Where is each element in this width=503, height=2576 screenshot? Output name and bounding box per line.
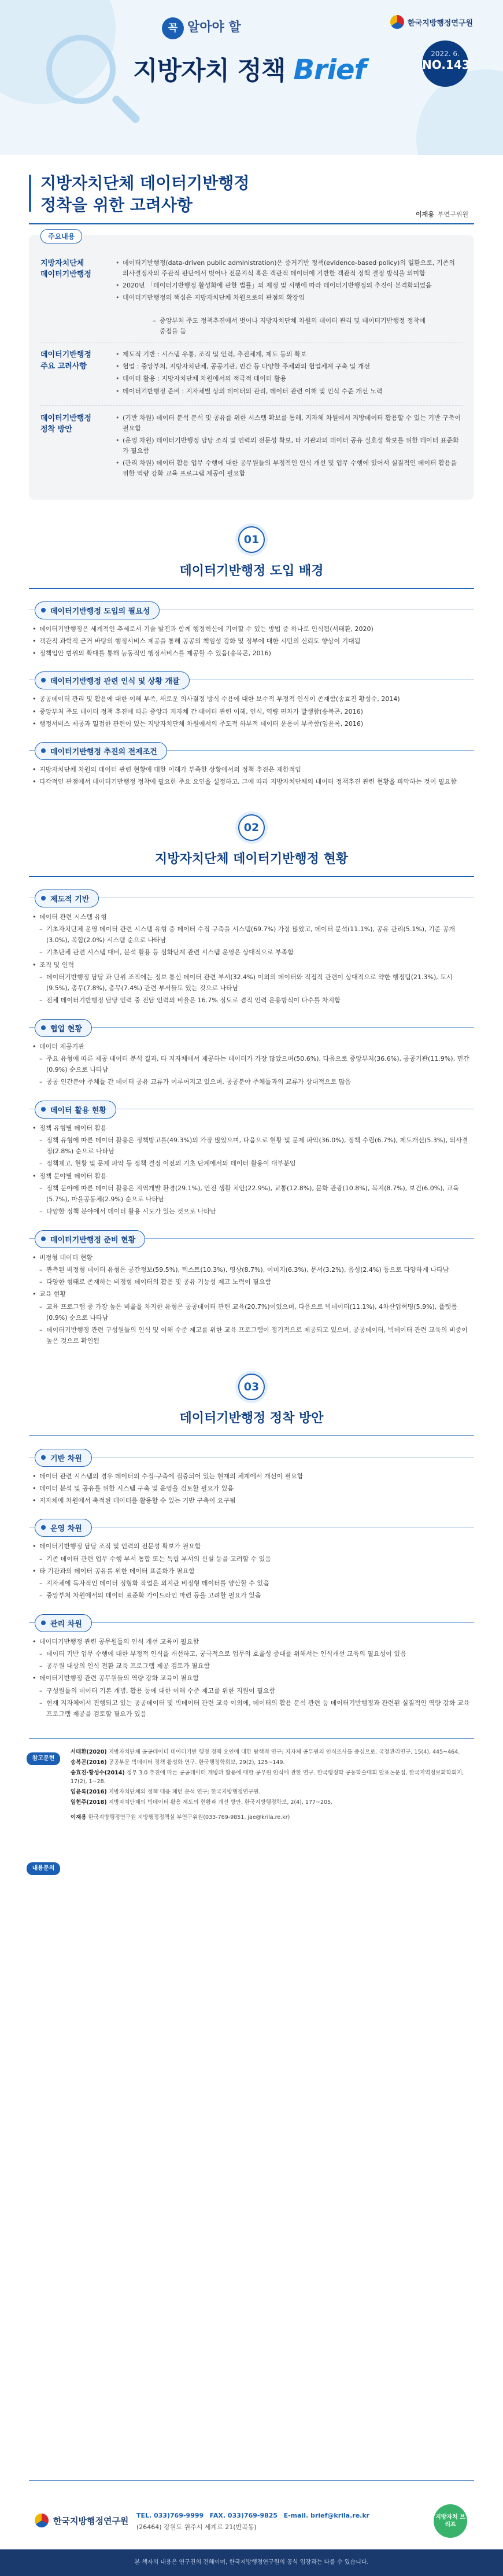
subsection-heading xyxy=(29,742,474,759)
bullet-text: • 타 기관과의 데이터 공유를 위한 데이터 표준화가 필요함 xyxy=(32,1566,471,1577)
section-title: 데이터기반행정 도입 배경 xyxy=(179,563,324,578)
author xyxy=(416,209,468,219)
issue-date: 2022. 6. xyxy=(431,50,460,58)
subsection-title: 데이터 활용 현황 xyxy=(35,1101,116,1119)
summary-row-label: 데이터기반행정 정착 방안 xyxy=(40,414,91,434)
decor-circle xyxy=(416,69,503,155)
bullet-text: – 기존 데이터 관련 업무 수행 부서 통합 또는 독립 부서의 신설 등을 고려할 수 있음 xyxy=(32,1553,471,1564)
bullet-text: – 다양한 형태로 존재하는 비정형 데이터의 활용 및 공유 기능성 제고 노력이 필요함 xyxy=(32,1276,471,1287)
footer-address: (26464) 강원도 원주시 세계로 21(반곡동) xyxy=(136,2523,257,2531)
section-divider xyxy=(29,876,474,877)
bullet-text: • 데이터기반행정 관련 공무원들의 역량 강화 교육이 필요함 xyxy=(32,1673,471,1684)
subsection-heading xyxy=(29,1019,474,1036)
summary-item: • 데이터기반행정의 핵심은 지방자치단체 차원으로의 관점의 확장임 xyxy=(116,293,463,303)
references xyxy=(29,1738,474,1872)
footer-brand-name: 한국지방행정연구원 xyxy=(53,2515,129,2526)
footer-contact xyxy=(136,2510,369,2533)
contact-name: 이재용 xyxy=(71,1814,87,1821)
bullet-text: • 교육 현황 xyxy=(32,1289,471,1300)
reference-item xyxy=(71,1758,474,1767)
summary-item: • 제도적 기반 : 시스템 유통, 조직 및 인력, 추진체계, 제도 등의 확보 xyxy=(116,349,463,360)
kicker-pill: 꼭 xyxy=(162,17,184,39)
summary-item: • 데이터 활용 : 지방자치단체 차원에서의 적극적 데이터 활용 xyxy=(116,374,463,384)
reference-text: 공공부문 빅데이터 정책 활성화 연구. 한국행정학회보, 29(2), 125~149. xyxy=(108,1759,285,1766)
subsection-body xyxy=(32,911,471,1006)
reference-item xyxy=(71,1798,474,1807)
author-name: 이재용 xyxy=(415,211,434,218)
references-tag: 참고문헌 xyxy=(27,1752,60,1765)
krila-logo-icon xyxy=(35,2514,49,2527)
footer-copyright: 본 책자의 내용은 연구진의 견해이며, 한국지방행정연구원의 공식 입장과는 다를 수 있습니다. xyxy=(0,2549,503,2576)
footer-tel: TEL. 033)769-9999 xyxy=(136,2512,204,2519)
bullet-text: – 기초자치단체 운영 데이터 관련 시스템 유형 중 데이터 수집 구축을 시스템(69.7%) 가장 많았고, 데이터 분석(11.1%), 공유 관리(5.1%), 기준 공개(3.0%), 복합(2.0%) 시스템 순으로 나타남 xyxy=(32,924,471,946)
summary-item: • (기반 차원) 데이터 분석 분석 및 공유를 위한 시스템 확보를 통해, 지자체 차원에서 지방데이터 활용할 수 있는 기반 구축이 필요함 xyxy=(116,413,463,434)
publication-title xyxy=(133,50,366,87)
reference-item xyxy=(71,1748,474,1757)
bullet-text: – 주요 유형에 따른 제공 데이터 분석 결과, 타 지자체에서 제공하는 데이터가 가장 많았으며(50.6%), 다음으로 중앙부처(36.6%), 공공기관(11.9%), 민간(0.9%) 순으로 나타남 xyxy=(32,1053,471,1076)
bullet-text: – 기초단체 관련 시스템 대비, 분석 활용 등 심화단계 관련 시스템 운영은 상대적으로 부족함 xyxy=(32,947,471,958)
issue-number: NO.143 xyxy=(422,58,470,72)
section-title: 데이터기반행정 정착 방안 xyxy=(179,1411,324,1426)
subsection-rule xyxy=(29,1622,474,1623)
bullet-text: • 데이터 제공기관 xyxy=(32,1041,471,1052)
footer-fax: FAX. 033)769-9825 xyxy=(209,2512,278,2519)
bullet-text: – 관측된 비정형 데이터 유형은 공간정보(59.5%), 텍스트(10.3%), 영상(8.7%), 이미지(6.3%), 문서(3.2%), 음성(2.4%) 등으로 다양하게 나타남 xyxy=(32,1264,471,1275)
article-title xyxy=(35,172,468,216)
bullet-text: – 정책 분야에 따른 데이터 활용은 지역개발 환경(29.1%), 안전 생활 치안(22.9%), 교통(12.8%), 문화 관광(10.8%), 복지(8.7%), 보건(6.0%), 교육(5.7%), 마을공동체(2.9%) 순으로 나타남 xyxy=(32,1183,471,1205)
bullet-text: – 정책제고, 현황 및 문제 파악 등 정책 결정 이전의 기초 단계에서의 데이터 활용이 대부분임 xyxy=(32,1158,471,1169)
summary-row-label: 지방자치단체 데이터기반행정 xyxy=(40,259,91,279)
reference-author: 서태환(2020) xyxy=(71,1749,107,1756)
bullet-text: • 데이터 관련 시스템 유형 xyxy=(32,911,471,922)
summary-box xyxy=(29,232,474,500)
bullet-text: – 지자체에 독자적인 데이터 정형화 작업은 외지관 비정형 데이터를 양산할 수 있음 xyxy=(32,1578,471,1589)
summary-item: • 데이터기반행정 준비 : 지자체별 상의 데이터의 관리, 데이터 관련 이해 및 인식 수준 개선 노력 xyxy=(116,386,463,397)
article-body xyxy=(0,526,503,1720)
reference-text: 정부 3.0 추진에 따른 공공데이터 개방과 활용에 대한 공무원 인식에 관한 연구. 한국행정학 공동학술대회 발표논문집, 한국지역정보화학회지, 17(2), 1~28. xyxy=(71,1769,464,1785)
masthead xyxy=(0,0,503,155)
subsection-title: 데이터기반행정 추진의 전제조건 xyxy=(35,742,167,760)
section-heading xyxy=(0,526,503,579)
bullet-text: – 공무원 대상의 인식 전환 교육 프로그램 제공 검토가 필요함 xyxy=(32,1660,471,1671)
bullet-text: • 정책입안 범위의 확대를 통해 능동적인 행정서비스를 제공할 수 있음(송복곤, 2016) xyxy=(32,648,471,659)
section-number: 01 xyxy=(238,526,265,553)
section-divider xyxy=(29,1435,474,1436)
summary-item: • 데이터기반행정(data-driven public administration)은 증거기반 정책(evidence-based policy)의 일환으로, 기존의 의사결정자의 주관적 판단에서 벗어나 전문지식 혹은 객관적 데이터에 기반한 객관적 정책 결정 방식을 의미함 xyxy=(116,258,463,279)
krila-logo-icon xyxy=(390,15,404,29)
reference-author: 임윤록(2016) xyxy=(71,1789,107,1795)
subsection-heading xyxy=(29,1614,474,1632)
bullet-text: • 조직 및 인력 xyxy=(32,959,471,970)
summary-row xyxy=(40,342,463,406)
title-main: 지방자치 정책 xyxy=(133,56,286,86)
reference-item xyxy=(71,1788,474,1797)
bullet-text: • 다각적인 관점에서 데이터기반행정 정착에 필요한 주요 요인을 설정하고, 그에 따라 지방자치단체의 데이터 정책추진 관련 현황을 파악하는 것이 필요함 xyxy=(32,776,471,787)
bullet-text: – 중앙부처 차원에서의 데이터 표준화 가이드라인 마련 등을 고려할 필요가 있음 xyxy=(32,1590,471,1601)
bullet-text: • 정책 분야별 데이터 활용 xyxy=(32,1171,471,1182)
bullet-text: • 지방자치단체 차원의 데이터 관련 현황에 대한 이해가 부족한 상황에서의 정책 추진은 제한적임 xyxy=(32,764,471,775)
subsection-body xyxy=(32,764,471,788)
contact-text: 한국지방행정연구원 지방행정정책실 부연구위원(033-769-9851, jae@krila.re.kr) xyxy=(88,1814,290,1821)
summary-item: • 협업 : 중앙부처, 지방자치단체, 공공기관, 민간 등 다양한 주체와의 협업체계 구축 및 개선 xyxy=(116,361,463,372)
section-heading xyxy=(0,814,503,867)
subsection-body xyxy=(32,1541,471,1601)
title-accent-bar xyxy=(29,175,31,212)
subsection-body xyxy=(32,1123,471,1217)
bullet-text: – 데이터기반행정 담당 과 단위 조직에는 정보 통신 데이터 관련 부서(32.4%) 이외의 데이터와 직접적 관련이 상대적으로 약한 행정팀(21.3%), 도시(9.5%), 총무(7.8%), 총무(7.4%) 관련 부서들도 있는 것으로 나타남 xyxy=(32,972,471,994)
reference-author: 임현주(2018) xyxy=(71,1799,107,1806)
contact-info xyxy=(71,1813,474,1821)
title-brief: Brief xyxy=(293,54,366,86)
bullet-text: – 현재 지자체에서 진행되고 있는 공공데이터 및 빅데이터 관련 교육 이외에, 데이터의 활용 분석 관련 등 데이터기반행정과 관련된 실질적인 역량 강화 교육 프로그램 제공을 검토할 필요가 있음 xyxy=(32,1697,471,1720)
bullet-text: • 데이터기반행정은 세계적인 추세로서 기술 발전과 함께 행정혁신에 기여할 수 있는 방법 중 하나로 인식됨(서태환, 2020) xyxy=(32,623,471,634)
bullet-text: • 데이터기반행정 담당 조직 및 인력의 전문성 확보가 필요함 xyxy=(32,1541,471,1552)
subsection-body xyxy=(32,1471,471,1507)
footer xyxy=(0,2480,503,2576)
kicker-text: 알아야 할 xyxy=(187,20,241,35)
article-title-line2: 정착을 위한 고려사항 xyxy=(40,195,193,215)
bullet-text: • 데이터 분석 및 공유를 위한 시스템 구축 및 운영을 검토할 필요가 있음 xyxy=(32,1483,471,1494)
section-title: 지방자치단체 데이터기반행정 현황 xyxy=(154,851,349,866)
article-title-line1: 지방자치단체 데이터기반행정 xyxy=(40,174,250,193)
subsection-heading xyxy=(29,1230,474,1248)
author-title: 부연구위원 xyxy=(437,211,468,218)
issue-badge xyxy=(422,40,468,87)
subsection-heading xyxy=(29,671,474,689)
publisher-name: 한국지방행정연구원 xyxy=(407,19,473,28)
bullet-text: • 데이터 관련 시스템의 경우 데이터의 수집·구축에 집중되어 있는 현재의 체계에서 개선이 필요함 xyxy=(32,1471,471,1482)
subsection-body xyxy=(32,623,471,659)
subsection-title: 관리 차원 xyxy=(35,1614,92,1632)
bullet-text: • 데이터기반행정 관련 공무원들의 인식 개선 교육이 필요함 xyxy=(32,1636,471,1647)
contact-tag: 내용문의 xyxy=(27,1862,60,1875)
footer-brand[interactable] xyxy=(35,2514,128,2527)
section-number: 03 xyxy=(238,1374,265,1400)
subsection-body xyxy=(32,693,471,729)
subsection-heading xyxy=(29,890,474,907)
bullet-text: • 객관적 과학적 근거 바탕의 행정서비스 제공을 통해 공공의 책임성 강화 및 정부에 대한 시민의 신뢰도 향상이 기대됨 xyxy=(32,636,471,647)
bullet-text: • 중앙부처 주도 데이터 정책 추진에 따른 중앙과 지자체 간 데이터 관련 이해, 인식, 역량 편차가 발생함(송복곤, 2016) xyxy=(32,706,471,717)
subsection-title: 데이터기반행정 준비 현황 xyxy=(35,1230,145,1248)
reference-text: 지방자치단체 공공데이터 데이터기반 행정 정책 요인에 대한 탐색적 연구: 지자체 공무원의 인식조사를 중심으로. 국정관리연구, 15(4), 445~464. xyxy=(108,1749,460,1756)
summary-row-label: 데이터기반행정 주요 고려사항 xyxy=(40,350,91,371)
section-heading xyxy=(0,1374,503,1426)
bullet-text: – 공공 인간분야 주체들 간 데이터 공유 교류가 이루어지고 있으며, 공공분야 주체들과의 교류가 상대적으로 많음 xyxy=(32,1076,471,1087)
summary-row-items xyxy=(116,258,463,335)
section-divider xyxy=(29,588,474,589)
bullet-text: • 비정형 데이터 현황 xyxy=(32,1252,471,1263)
bullet-text: • 정책 유형별 데이터 활용 xyxy=(32,1123,471,1134)
bullet-text: – 데이터 기반 업무 수행에 대한 부정적 인식을 개선하고, 궁극적으로 업무의 효율성 증대를 위해서는 인식개선 교육의 필요성이 있음 xyxy=(32,1648,471,1659)
publisher-logo[interactable] xyxy=(390,15,473,29)
summary-item: • (운영 차원) 데이터기반행정 담당 조직 및 인력의 전문성 확보, 타 기관과의 데이터 공유 실효성 확보를 위한 데이터 표준화가 필요함 xyxy=(116,436,463,456)
summary-item: • 2020년 「데이터기반행정 활성화에 관한 법률」의 제정 및 시행에 따라 데이터기반행정의 추진이 본격화되었음 xyxy=(116,281,463,291)
kicker xyxy=(162,17,241,39)
subsection-body xyxy=(32,1252,471,1347)
bullet-text: – 다양한 정책 분야에서 데이터 활용 시도가 있는 것으로 나타남 xyxy=(32,1206,471,1217)
footer-email[interactable]: E-mail. brief@krila.re.kr xyxy=(283,2512,370,2519)
subsection-body xyxy=(32,1041,471,1088)
subsection-body xyxy=(32,1636,471,1720)
subsection-title: 데이터기반행정 도입의 필요성 xyxy=(35,601,160,619)
title-divider xyxy=(29,223,474,224)
subsection-heading xyxy=(29,1519,474,1536)
section-number: 02 xyxy=(238,814,265,841)
summary-row xyxy=(40,251,463,343)
reference-text: 지방자치단체의 빅데이터 활용 제도의 현황과 개선 방안. 한국지방행정학보, 2(4), 177~205. xyxy=(108,1799,333,1806)
summary-row-items xyxy=(116,413,463,481)
reference-author: 송효진·황성수(2014) xyxy=(71,1769,125,1776)
summary-item: – 중앙부처 주도 정책추진에서 벗어나 지방자치단체 차원의 데이터 관리 및 데이터기반행정 정착에 중점을 둠 xyxy=(145,316,434,333)
subsection-heading xyxy=(29,601,474,619)
footer-divider xyxy=(29,2480,474,2481)
reference-author: 송복곤(2016) xyxy=(71,1759,107,1766)
subsection-title: 기반 차원 xyxy=(35,1449,92,1467)
bullet-text: – 정책 유형에 따른 데이터 활용은 정책방고를(49.3%)의 가장 많았으며, 다음으로 현황 및 문제 파악(36.0%), 정책 수립(6.7%), 제도개선(5.3%), 의사결정(2.8%) 순으로 나타남 xyxy=(32,1135,471,1157)
reference-item xyxy=(71,1769,474,1787)
article-heading xyxy=(0,155,503,216)
subsection-title: 제도적 기반 xyxy=(35,890,99,907)
subsection-title: 협업 현황 xyxy=(35,1019,92,1037)
subsection-rule xyxy=(29,1027,474,1028)
bullet-text: – 데이터기반행정 관련 구성원들의 인식 및 이해 수준 제고를 위한 교육 프로그램이 정기적으로 제공되고 있으며, 공공데이터, 빅데이터 관련 교육의 비중이 높은 것으로 확인됨 xyxy=(32,1324,471,1347)
subsection-heading xyxy=(29,1101,474,1118)
bullet-text: – 전체 데이터기반행정 담당 인력 중 전담 인력의 비율은 16.7% 정도로 겸직 인력 운용방식이 다수를 차지함 xyxy=(32,995,471,1006)
bullet-text: • 지자체에 차원에서 축적된 데이터를 활용할 수 있는 기반 구축이 요구됨 xyxy=(32,1495,471,1506)
reference-list xyxy=(71,1748,474,1807)
summary-row-items xyxy=(116,349,463,398)
subsection-title: 운영 차원 xyxy=(35,1519,92,1537)
summary-row xyxy=(40,406,463,488)
subsection-title: 데이터기반행정 관련 인식 및 상황 개괄 xyxy=(35,671,190,689)
summary-tag: 주요내용 xyxy=(40,229,82,243)
brief-stamp: 지방자치 브리프 xyxy=(434,2504,467,2538)
magnifier-icon xyxy=(46,35,116,104)
bullet-text: • 행정서비스 제공과 밀접한 관련이 있는 지방자치단체 차원에서의 주도적 하부적 데이터 운용이 부족함(임윤록, 2016) xyxy=(32,718,471,729)
subsection-heading xyxy=(29,1449,474,1466)
summary-item: • (관리 차원) 데이터 활용 업무 수행에 대한 공무원들의 부정적인 인식 개선 및 업무 수행에 있어서 실질적인 데이터 활용을 위한 역량 강화 교육 프로그램 제공이 필요함 xyxy=(116,458,463,479)
reference-text: 지방자치단체의 정책 대응 패턴 분석 연구: 한국지방행정연구원. xyxy=(108,1789,261,1795)
bullet-text: • 공공데이터 관리 및 활용에 대한 이해 부족, 새로운 의사결정 방식 수용에 대한 보수적 부정적 인식이 존재함(송효진 황성수, 2014) xyxy=(32,693,471,704)
bullet-text: – 구성원들의 데이터 기본 개념, 활용 등에 대한 이해 수준 제고를 위한 지원이 필요함 xyxy=(32,1685,471,1696)
bullet-text: – 교육 프로그램 중 가장 높은 비율을 차지한 유형은 공공데이터 관련 교육(20.7%)이었으며, 다음으로 빅데이터(11.1%), 4차산업혁명(5.9%), 플랫폼(0.9%) 순으로 나타남 xyxy=(32,1301,471,1324)
